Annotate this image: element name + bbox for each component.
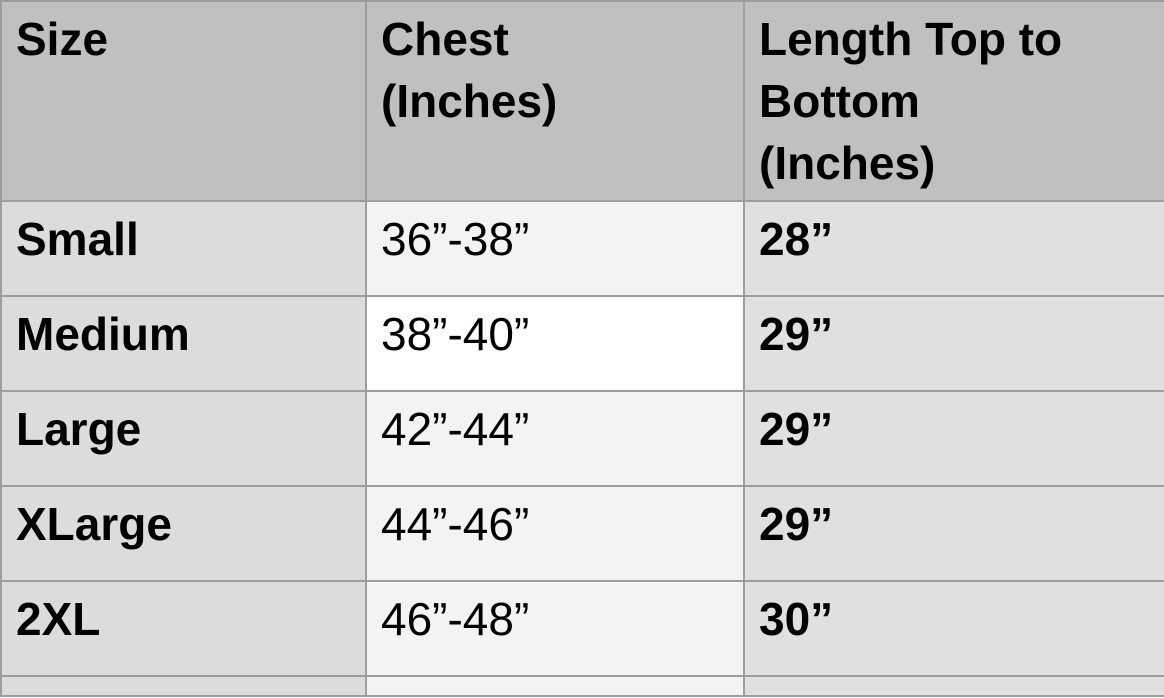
table-row [1,201,1164,296]
cell-length: 29” [744,391,1164,486]
cell-size: XLarge [1,486,366,581]
cell-size: Small [1,201,366,296]
table-header [1,1,1164,201]
cell-chest: 38”-40” [366,296,744,391]
cell-length: 29” [744,296,1164,391]
cell-chest: 46”-48” [366,581,744,676]
cell-size [1,676,366,696]
table-row [1,486,1164,581]
column-header-chest-line-2: (Inches) [381,75,558,128]
column-header-chest-line-1: Chest [381,13,509,65]
cell-chest: 44”-46” [366,486,744,581]
column-header-chest [366,1,744,201]
column-header-size [1,1,366,201]
table-row [1,296,1164,391]
column-header-length-line-2: Bottom [759,75,920,128]
cell-size: Medium [1,296,366,391]
cell-chest: 42”-44” [366,391,744,486]
column-header-length-line-3: (Inches) [759,137,936,190]
cell-length [744,676,1164,696]
column-header-length-line-1: Length Top to [759,13,1063,65]
table-row [1,391,1164,486]
cell-length: 30” [744,581,1164,676]
column-header-length [744,1,1164,201]
cell-size: Large [1,391,366,486]
cell-length: 28” [744,201,1164,296]
column-header-size-line-1: Size [16,13,109,65]
table-row [1,581,1164,676]
cell-size: 2XL [1,581,366,676]
cell-chest [366,676,744,696]
table-row [1,676,1164,696]
cell-length: 29” [744,486,1164,581]
cell-chest: 36”-38” [366,201,744,296]
header-row [1,1,1164,201]
table-body [1,201,1164,696]
